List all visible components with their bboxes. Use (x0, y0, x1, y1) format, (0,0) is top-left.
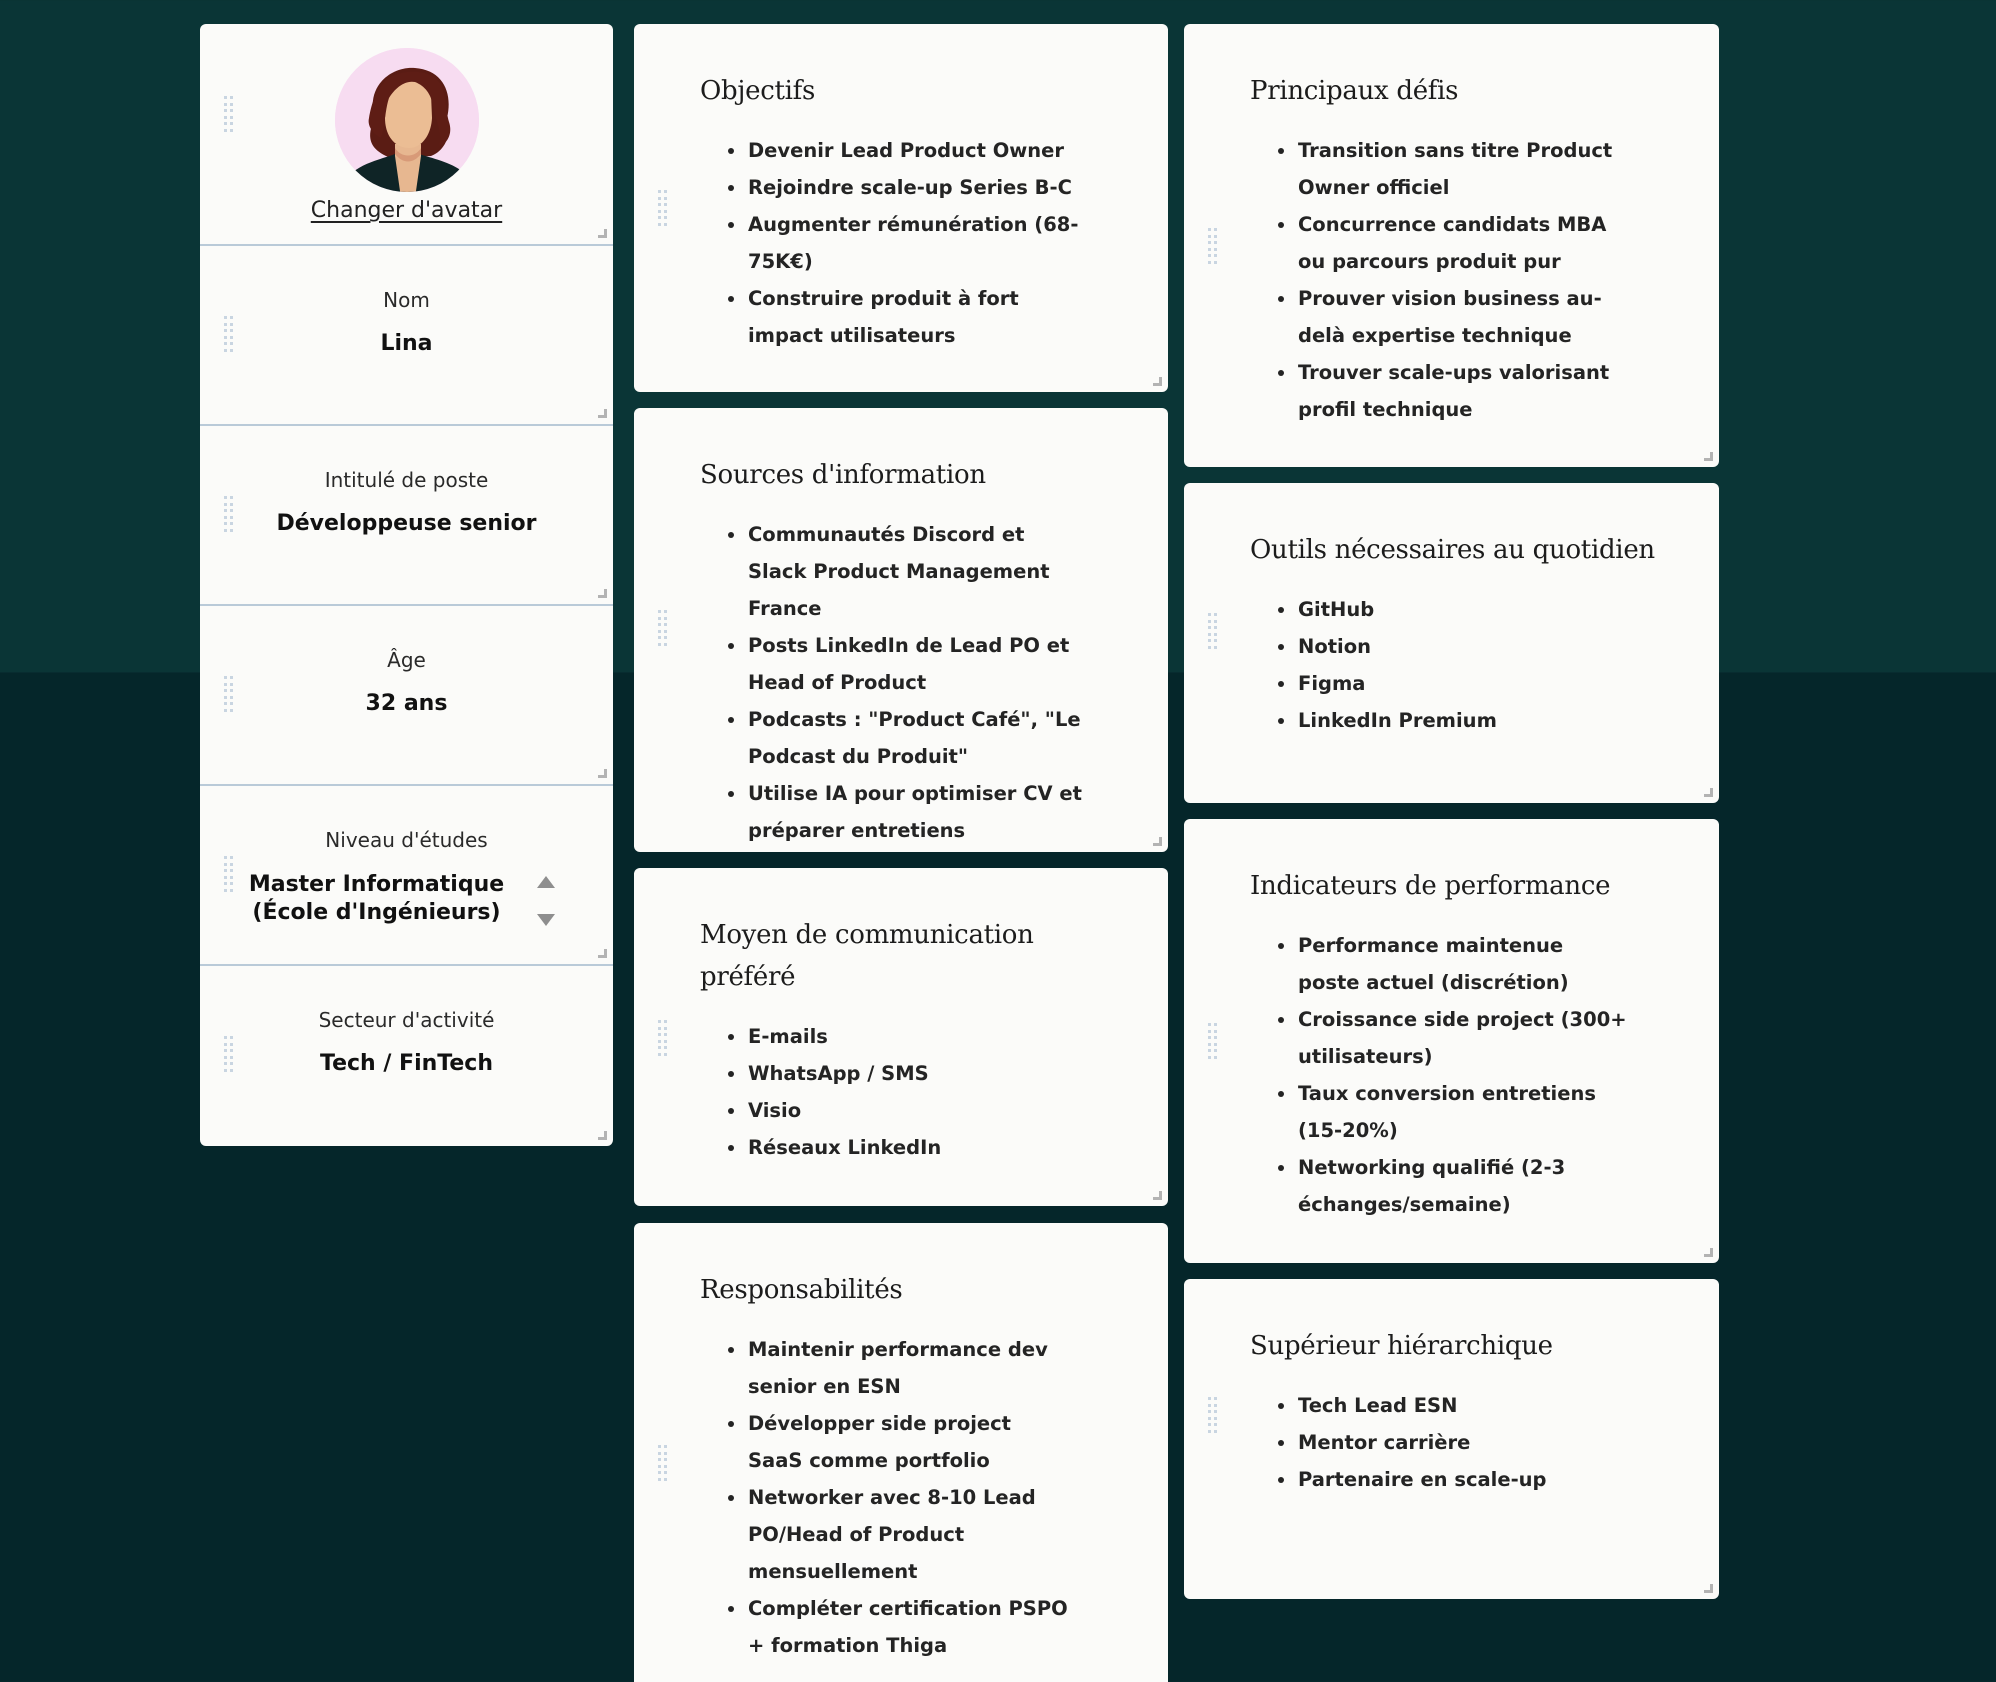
communication-list[interactable] (748, 1018, 1088, 1166)
drag-handle-icon[interactable] (658, 1445, 667, 1482)
card-title: Objectifs (700, 76, 815, 106)
objectifs-list[interactable] (748, 132, 1088, 354)
field-sector (200, 966, 613, 1146)
field-label: Intitulé de poste (324, 468, 489, 492)
resize-handle-icon[interactable] (1153, 1191, 1162, 1200)
list-item: Taux conversion entretiens (15-20%) (1298, 1075, 1628, 1149)
field-age (200, 606, 613, 786)
list-item: Réseaux LinkedIn (748, 1129, 1088, 1166)
drag-handle-icon[interactable] (1208, 228, 1217, 265)
field-label: Âge (387, 648, 426, 672)
card-title: Responsabilités (700, 1275, 903, 1305)
card-sources (634, 408, 1168, 852)
chevron-up-icon[interactable] (537, 876, 555, 888)
card-title: Supérieur hiérarchique (1250, 1331, 1553, 1361)
card-defis (1184, 24, 1719, 467)
list-item: Networker avec 8-10 Lead PO/Head of Product mensuellement (748, 1479, 1068, 1590)
list-item: WhatsApp / SMS (748, 1055, 1088, 1092)
resize-handle-icon[interactable] (1704, 1584, 1713, 1593)
list-item: Transition sans titre Product Owner officiel (1298, 132, 1638, 206)
card-title: Sources d'information (700, 460, 986, 490)
field-label: Niveau d'études (325, 828, 488, 852)
field-nom (200, 246, 613, 426)
list-item: E-mails (748, 1018, 1088, 1055)
list-item: Networking qualifié (2-3 échanges/semaine) (1298, 1149, 1628, 1223)
list-item: Augmenter rémunération (68-75K€) (748, 206, 1088, 280)
list-item: Devenir Lead Product Owner (748, 132, 1088, 169)
list-item: Notion (1298, 628, 1638, 665)
field-job-title (200, 426, 613, 606)
list-item: Communautés Discord et Slack Product Management France (748, 516, 1088, 627)
list-item: Partenaire en scale-up (1298, 1461, 1638, 1498)
list-item: Rejoindre scale-up Series B-C (748, 169, 1088, 206)
resize-handle-icon[interactable] (1153, 837, 1162, 846)
drag-handle-icon[interactable] (658, 1020, 667, 1057)
list-item: Podcasts : "Product Café", "Le Podcast du Produit" (748, 701, 1088, 775)
avatar-section (200, 24, 613, 246)
age-input[interactable]: 32 ans (365, 691, 448, 716)
list-item: Mentor carrière (1298, 1424, 1638, 1461)
resize-handle-icon[interactable] (598, 949, 607, 958)
card-title: Moyen de communication préféré (700, 920, 1034, 992)
list-item: Construire produit à fort impact utilisateurs (748, 280, 1088, 354)
field-education (200, 786, 613, 966)
education-select[interactable] (200, 871, 553, 927)
resize-handle-icon[interactable] (598, 589, 607, 598)
name-input[interactable]: Lina (380, 331, 433, 356)
resize-handle-icon[interactable] (598, 769, 607, 778)
list-item: Compléter certification PSPO + formation Thiga (748, 1590, 1068, 1664)
list-item: Développer side project SaaS comme portfolio (748, 1405, 1068, 1479)
chevron-down-icon[interactable] (537, 914, 555, 926)
resize-handle-icon[interactable] (598, 409, 607, 418)
list-item: Concurrence candidats MBA ou parcours produit pur (1298, 206, 1638, 280)
card-objectifs (634, 24, 1168, 392)
sources-list[interactable] (748, 516, 1088, 849)
list-item: Posts LinkedIn de Lead PO et Head of Product (748, 627, 1088, 701)
resize-handle-icon[interactable] (598, 229, 607, 238)
list-item: Prouver vision business au-delà expertise technique (1298, 280, 1638, 354)
profile-card (200, 24, 613, 1146)
superieur-list[interactable] (1298, 1387, 1638, 1498)
card-title: Outils nécessaires au quotidien (1250, 535, 1655, 565)
field-label: Secteur d'activité (318, 1008, 495, 1032)
resize-handle-icon[interactable] (1704, 1248, 1713, 1257)
education-value-line1: Master Informatique (248, 872, 505, 897)
resize-handle-icon[interactable] (1704, 788, 1713, 797)
education-value-line2: (École d'Ingénieurs) (252, 900, 501, 925)
list-item: Visio (748, 1092, 1088, 1129)
list-item: Performance maintenue poste actuel (discrétion) (1298, 927, 1628, 1001)
list-item: Croissance side project (300+ utilisateurs) (1298, 1001, 1628, 1075)
defis-list[interactable] (1298, 132, 1638, 428)
list-item: Figma (1298, 665, 1638, 702)
list-item: LinkedIn Premium (1298, 702, 1638, 739)
responsabilites-list[interactable] (748, 1331, 1068, 1664)
drag-handle-icon[interactable] (1208, 1397, 1217, 1434)
list-item: GitHub (1298, 591, 1638, 628)
avatar-woman-icon[interactable] (335, 48, 479, 192)
card-title: Indicateurs de performance (1250, 871, 1611, 901)
indicateurs-list[interactable] (1298, 927, 1628, 1223)
card-communication (634, 868, 1168, 1206)
change-avatar-link[interactable]: Changer d'avatar (310, 198, 503, 223)
education-spinner[interactable] (537, 876, 555, 926)
list-item: Utilise IA pour optimiser CV et préparer entretiens (748, 775, 1088, 849)
field-label: Nom (383, 288, 430, 312)
card-outils (1184, 483, 1719, 803)
drag-handle-icon[interactable] (1208, 1023, 1217, 1060)
card-responsabilites (634, 1223, 1168, 1682)
list-item: Tech Lead ESN (1298, 1387, 1638, 1424)
outils-list[interactable] (1298, 591, 1638, 739)
list-item: Trouver scale-ups valorisant profil technique (1298, 354, 1638, 428)
card-indicateurs (1184, 819, 1719, 1263)
card-superieur (1184, 1279, 1719, 1599)
job-title-input[interactable]: Développeuse senior (276, 511, 537, 536)
resize-handle-icon[interactable] (1704, 452, 1713, 461)
drag-handle-icon[interactable] (658, 190, 667, 227)
sector-input[interactable]: Tech / FinTech (319, 1051, 493, 1076)
list-item: Maintenir performance dev senior en ESN (748, 1331, 1068, 1405)
drag-handle-icon[interactable] (658, 610, 667, 647)
drag-handle-icon[interactable] (224, 96, 233, 133)
card-title: Principaux défis (1250, 76, 1459, 106)
drag-handle-icon[interactable] (1208, 613, 1217, 650)
resize-handle-icon[interactable] (1153, 377, 1162, 386)
resize-handle-icon[interactable] (598, 1131, 607, 1140)
